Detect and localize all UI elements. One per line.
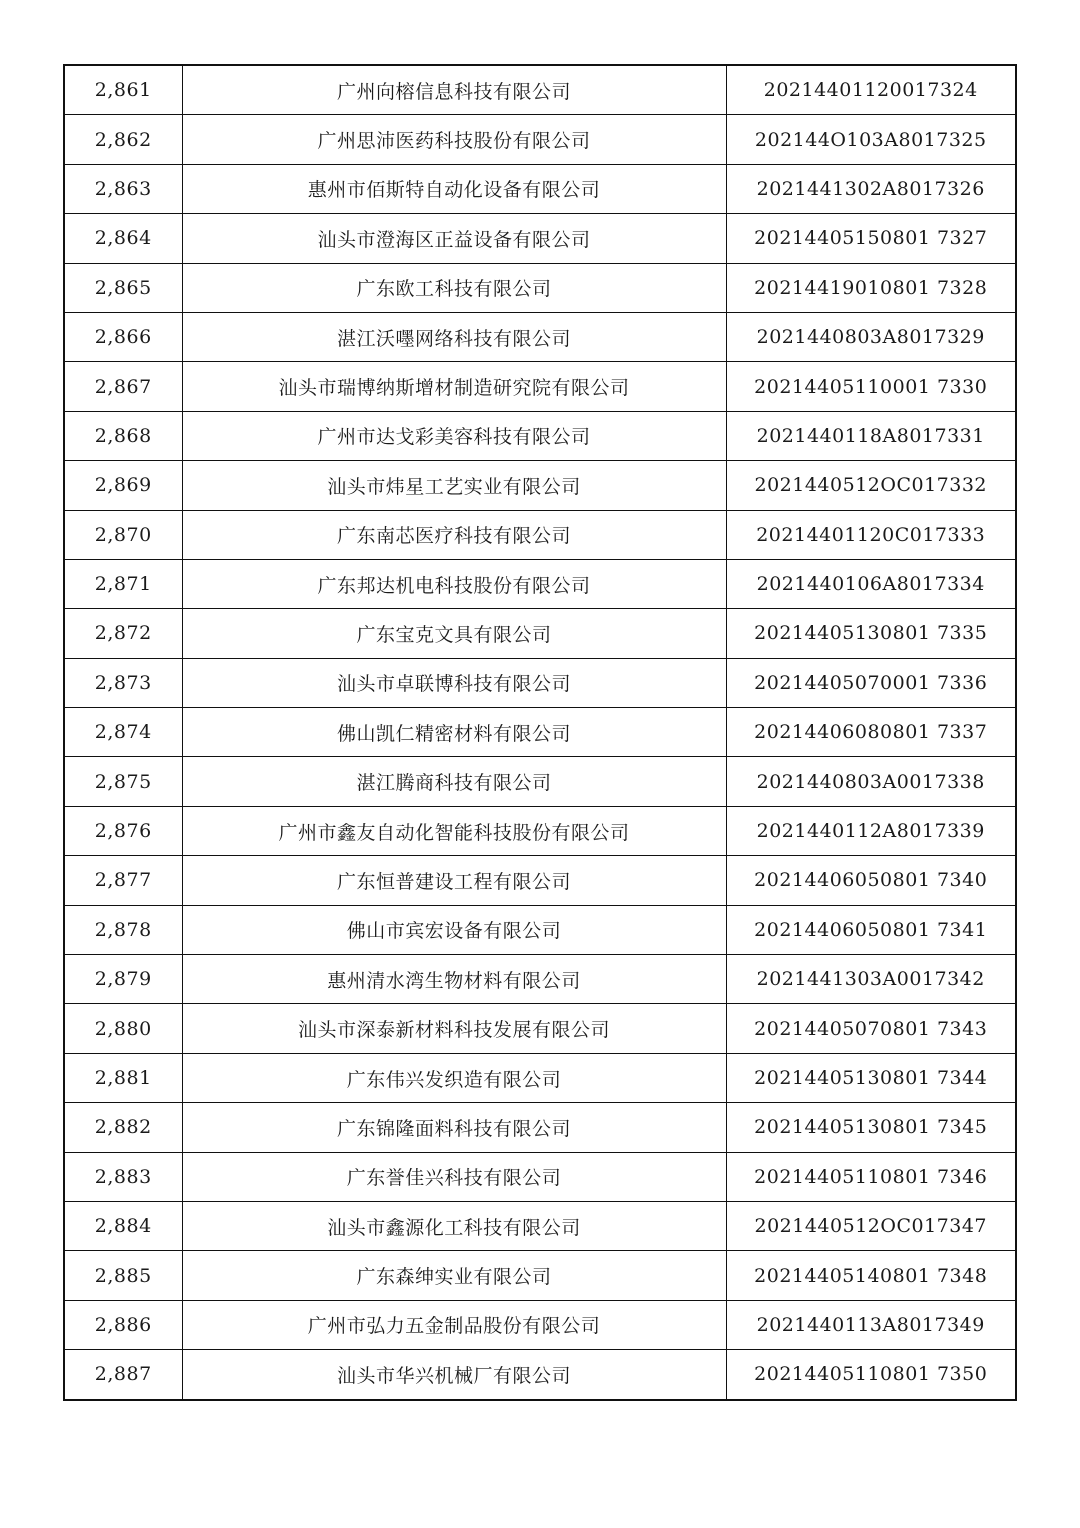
enterprise-list-table <box>63 64 1017 1401</box>
registration-code-cell: 2021440803A8017329 <box>726 312 1016 361</box>
table-row <box>64 1004 1016 1053</box>
company-name-cell: 广东宝克文具有限公司 <box>182 609 726 658</box>
company-name-cell: 广州市弘力五金制品股份有限公司 <box>182 1300 726 1349</box>
table-body <box>64 65 1016 1400</box>
row-number-cell: 2,885 <box>64 1251 182 1300</box>
row-number-cell: 2,886 <box>64 1300 182 1349</box>
company-name-cell: 广州向榕信息科技有限公司 <box>182 65 726 115</box>
registration-code-cell: 2021440112A8017339 <box>726 806 1016 855</box>
company-name-cell: 广州市鑫友自动化智能科技股份有限公司 <box>182 806 726 855</box>
registration-code-cell: 2021441302A8017326 <box>726 164 1016 213</box>
table-row <box>64 658 1016 707</box>
row-number-cell: 2,883 <box>64 1152 182 1201</box>
registration-code-cell: 20214405140801 7348 <box>726 1251 1016 1300</box>
company-name-cell: 广东南芯医疗科技有限公司 <box>182 510 726 559</box>
row-number-cell: 2,868 <box>64 411 182 460</box>
company-name-cell: 佛山凯仁精密材料有限公司 <box>182 708 726 757</box>
registration-code-cell: 20214405110001 7330 <box>726 362 1016 411</box>
row-number-cell: 2,880 <box>64 1004 182 1053</box>
company-name-cell: 广东锦隆面料科技有限公司 <box>182 1103 726 1152</box>
company-name-cell: 湛江沃嚜网络科技有限公司 <box>182 312 726 361</box>
registration-code-cell: 2021440106A8017334 <box>726 559 1016 608</box>
registration-code-cell: 202144O103A8017325 <box>726 115 1016 164</box>
company-name-cell: 广州市达戈彩美容科技有限公司 <box>182 411 726 460</box>
company-name-cell: 惠州清水湾生物材料有限公司 <box>182 955 726 1004</box>
table-row <box>64 263 1016 312</box>
company-name-cell: 汕头市深泰新材料科技发展有限公司 <box>182 1004 726 1053</box>
table-row <box>64 164 1016 213</box>
row-number-cell: 2,877 <box>64 856 182 905</box>
company-name-cell: 佛山市宾宏设备有限公司 <box>182 905 726 954</box>
table-row <box>64 1053 1016 1102</box>
row-number-cell: 2,887 <box>64 1350 182 1400</box>
company-name-cell: 汕头市卓联博科技有限公司 <box>182 658 726 707</box>
company-name-cell: 惠州市佰斯特自动化设备有限公司 <box>182 164 726 213</box>
table-row <box>64 1103 1016 1152</box>
registration-code-cell: 2021441303A0017342 <box>726 955 1016 1004</box>
table-row <box>64 905 1016 954</box>
registration-code-cell: 20214406050801 7340 <box>726 856 1016 905</box>
table-row <box>64 312 1016 361</box>
table-row <box>64 115 1016 164</box>
registration-code-cell: 20214405130801 7344 <box>726 1053 1016 1102</box>
row-number-cell: 2,874 <box>64 708 182 757</box>
table-row <box>64 1300 1016 1349</box>
table-row <box>64 510 1016 559</box>
company-name-cell: 广东邦达机电科技股份有限公司 <box>182 559 726 608</box>
table-row <box>64 362 1016 411</box>
table-row <box>64 411 1016 460</box>
table-row <box>64 1201 1016 1250</box>
company-name-cell: 广东森绅实业有限公司 <box>182 1251 726 1300</box>
row-number-cell: 2,862 <box>64 115 182 164</box>
registration-code-cell: 20214419010801 7328 <box>726 263 1016 312</box>
row-number-cell: 2,863 <box>64 164 182 213</box>
registration-code-cell: 2021440113A8017349 <box>726 1300 1016 1349</box>
company-name-cell: 广东欧工科技有限公司 <box>182 263 726 312</box>
row-number-cell: 2,873 <box>64 658 182 707</box>
registration-code-cell: 2021440803A0017338 <box>726 757 1016 806</box>
company-name-cell: 汕头市瑞博纳斯增材制造研究院有限公司 <box>182 362 726 411</box>
registration-code-cell: 20214405110801 7346 <box>726 1152 1016 1201</box>
row-number-cell: 2,876 <box>64 806 182 855</box>
table-row <box>64 1251 1016 1300</box>
table-row <box>64 1152 1016 1201</box>
row-number-cell: 2,867 <box>64 362 182 411</box>
registration-code-cell: 20214405110801 7350 <box>726 1350 1016 1400</box>
company-name-cell: 广东恒普建设工程有限公司 <box>182 856 726 905</box>
table-row <box>64 65 1016 115</box>
company-name-cell: 湛江腾商科技有限公司 <box>182 757 726 806</box>
registration-code-cell: 20214405130801 7345 <box>726 1103 1016 1152</box>
row-number-cell: 2,866 <box>64 312 182 361</box>
table-row <box>64 806 1016 855</box>
registration-code-cell: 20214405150801 7327 <box>726 214 1016 263</box>
row-number-cell: 2,878 <box>64 905 182 954</box>
company-name-cell: 广州思沛医药科技股份有限公司 <box>182 115 726 164</box>
registration-code-cell: 20214405070001 7336 <box>726 658 1016 707</box>
company-name-cell: 广东伟兴发织造有限公司 <box>182 1053 726 1102</box>
table-row <box>64 609 1016 658</box>
registration-code-cell: 2021440118A8017331 <box>726 411 1016 460</box>
row-number-cell: 2,861 <box>64 65 182 115</box>
registration-code-cell: 2021440512OC017347 <box>726 1201 1016 1250</box>
row-number-cell: 2,875 <box>64 757 182 806</box>
registration-code-cell: 20214401120017324 <box>726 65 1016 115</box>
table-row <box>64 955 1016 1004</box>
table-row <box>64 461 1016 510</box>
row-number-cell: 2,865 <box>64 263 182 312</box>
company-name-cell: 汕头市鑫源化工科技有限公司 <box>182 1201 726 1250</box>
row-number-cell: 2,869 <box>64 461 182 510</box>
row-number-cell: 2,882 <box>64 1103 182 1152</box>
company-name-cell: 汕头市炜星工艺实业有限公司 <box>182 461 726 510</box>
row-number-cell: 2,870 <box>64 510 182 559</box>
table-row <box>64 214 1016 263</box>
registration-code-cell: 20214406080801 7337 <box>726 708 1016 757</box>
registration-code-cell: 20214401120C017333 <box>726 510 1016 559</box>
table-row <box>64 1350 1016 1400</box>
company-name-cell: 汕头市华兴机械厂有限公司 <box>182 1350 726 1400</box>
table-row <box>64 757 1016 806</box>
row-number-cell: 2,864 <box>64 214 182 263</box>
registration-code-cell: 2021440512OC017332 <box>726 461 1016 510</box>
table-row <box>64 856 1016 905</box>
table-row <box>64 708 1016 757</box>
registration-code-cell: 20214406050801 7341 <box>726 905 1016 954</box>
row-number-cell: 2,881 <box>64 1053 182 1102</box>
row-number-cell: 2,872 <box>64 609 182 658</box>
registration-code-cell: 20214405130801 7335 <box>726 609 1016 658</box>
row-number-cell: 2,884 <box>64 1201 182 1250</box>
company-name-cell: 汕头市澄海区正益设备有限公司 <box>182 214 726 263</box>
row-number-cell: 2,871 <box>64 559 182 608</box>
table-row <box>64 559 1016 608</box>
row-number-cell: 2,879 <box>64 955 182 1004</box>
company-name-cell: 广东誉佳兴科技有限公司 <box>182 1152 726 1201</box>
registration-code-cell: 20214405070801 7343 <box>726 1004 1016 1053</box>
